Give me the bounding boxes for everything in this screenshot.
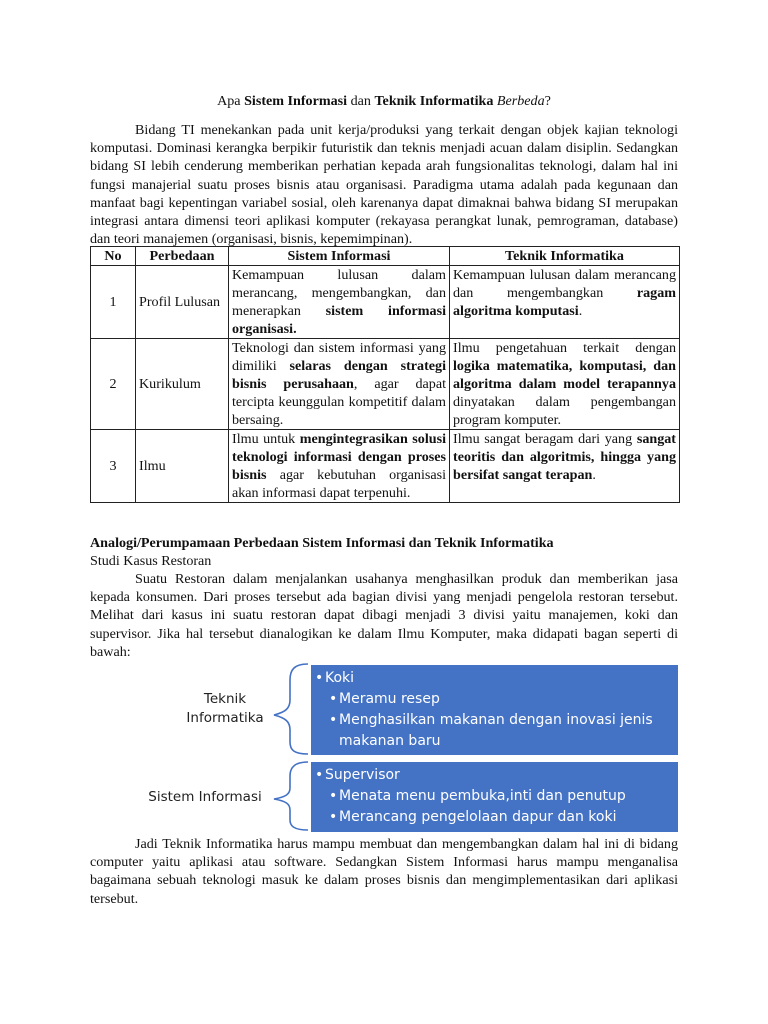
list-item-text: Merancang pengelolaan dapur dan koki (339, 809, 617, 825)
comparison-table (90, 246, 680, 503)
list-item (315, 807, 674, 828)
ti-text-bold: ragam algoritma komputasi (453, 285, 676, 319)
title-mid: dan (347, 93, 375, 109)
list-item (315, 710, 674, 752)
document-title (0, 92, 768, 110)
box-title: Koki (325, 670, 355, 686)
ti-text-tail: . (578, 303, 583, 319)
row-number: 2 (91, 339, 136, 430)
si-text-bold: mengintegrasikan solusi teknologi informasi dengan proses bisnis (232, 431, 446, 483)
koki-box (311, 665, 678, 755)
table-row (91, 266, 680, 339)
bullet-icon: • (329, 809, 338, 825)
box-title: Supervisor (325, 767, 400, 783)
header-si: Sistem Informasi (229, 247, 450, 266)
ti-label-line2: Informatika (186, 710, 264, 726)
si-brace (274, 762, 308, 830)
ti-diagram-label (170, 690, 280, 728)
box-title-row (315, 765, 674, 786)
row-si-cell (229, 430, 450, 503)
header-ti: Teknik Informatika (450, 247, 680, 266)
ti-text: Ilmu pengetahuan terkait dengan (453, 340, 676, 356)
row-ti-cell (450, 266, 680, 339)
si-text-bold: selaras dengan strategi bisnis perusahaan (232, 358, 446, 392)
supervisor-box (311, 762, 678, 832)
case-study-paragraph: Suatu Restoran dalam menjalankan usahanya menghasilkan produk dan memberikan jasa kepada konsumen. Dari proses tersebut ada bagian divisi yang menjadi pengelola restoran tersebut. Melihat dari kasus ini suatu restoran dapat dibagi menjadi 3 divisi yaitu manajemen, koki dan supervisor. Jika hal tersebut dianalogikan ke dalam Ilmu Komputer, maka didapati bagan seperti di bawah: (90, 571, 678, 660)
ti-text: Ilmu sangat beragam dari yang (453, 431, 637, 447)
list-item-text: Menghasilkan makanan dengan inovasi jenis makanan baru (339, 712, 653, 749)
brace-connectors (270, 660, 312, 835)
bullet-icon: • (329, 788, 338, 804)
ti-text: Kemampuan lulusan dalam merancang dan mengembangkan (453, 267, 676, 301)
si-diagram-label: Sistem Informasi (148, 789, 262, 805)
header-no: No (91, 247, 136, 266)
ti-text-bold: logika matematika, komputasi, dan algoritma dalam model terapannya (453, 358, 676, 392)
bullet-icon: • (315, 670, 324, 686)
row-number: 1 (91, 266, 136, 339)
row-ti-cell (450, 339, 680, 430)
row-number: 3 (91, 430, 136, 503)
table-header-row (91, 247, 680, 266)
row-ti-cell (450, 430, 680, 503)
row-si-cell (229, 266, 450, 339)
title-suffix: ? (544, 93, 551, 109)
section-heading: Analogi/Perumpamaan Perbedaan Sistem Informasi dan Teknik Informatika (90, 535, 554, 551)
section-subheading: Studi Kasus Restoran (90, 553, 212, 569)
row-perbedaan: Kurikulum (136, 339, 229, 430)
si-text-tail: agar kebutuhan organisasi akan informasi dapat terpenuhi. (232, 467, 446, 501)
si-text-bold: sistem informasi organisasi. (232, 303, 446, 337)
bullet-icon: • (329, 691, 338, 707)
row-perbedaan: Ilmu (136, 430, 229, 503)
title-si: Sistem Informasi (244, 93, 348, 109)
box-title-row (315, 668, 674, 689)
table-row (91, 430, 680, 503)
si-text: Teknologi dan sistem informasi yang dimiliki (232, 340, 446, 374)
si-text: Ilmu untuk (232, 431, 300, 447)
ti-text-tail: dinyatakan dalam pengembangan program komputer. (453, 394, 676, 428)
list-item-text: Meramu resep (339, 691, 440, 707)
ti-text-tail: . (592, 467, 596, 483)
list-item (315, 786, 674, 807)
row-si-cell (229, 339, 450, 430)
list-item-text: Menata menu pembuka,inti dan penutup (339, 788, 626, 804)
table-row (91, 339, 680, 430)
title-berbeda: Berbeda (496, 93, 545, 109)
bullet-icon: • (329, 712, 338, 728)
list-item (315, 689, 674, 710)
bullet-icon: • (315, 767, 324, 783)
ti-label-line1: Teknik (203, 691, 247, 707)
title-ti: Teknik Informatika (374, 93, 494, 109)
title-prefix: Apa (217, 93, 245, 109)
si-text: Kemampuan lulusan dalam merancang, mengembangkan, dan menerapkan (232, 267, 446, 319)
row-perbedaan: Profil Lulusan (136, 266, 229, 339)
ti-text-bold: sangat teoritis dan algoritmis, hingga yang bersifat sangat terapan (453, 431, 676, 483)
intro-paragraph: Bidang TI menekankan pada unit kerja/produksi yang terkait dengan objek kajian teknologi komputasi. Dominasi kerangka berpikir futuristik dan teknis menjadi acuan dalam disiplin. Sedangkan bidang SI lebih cenderung memberikan perhatian kepada arah fungsionalitas teknologi, dalam hal ini fungsi manajerial suatu proses bisnis atau organisasi. Paradigma utama adalah pada kegunaan dan manfaat bagi kepentingan variabel sosial, oleh karenanya dapat dimaknai bahwa bidang SI merupakan integrasi antara dimensi teori aplikasi komputer (rekayasa perangkat lunak, pemrograman, database) dan teori manajemen (organisasi, bisnis, kepemimpinan). (90, 122, 678, 248)
closing-paragraph: Jadi Teknik Informatika harus mampu membuat dan mengembangkan dalam hal ini di bidang computer yaitu aplikasi atau software. Sedangkan Sistem Informasi harus mampu menganalisa bagaimana sebuah teknologi masuk ke dalam proses bisnis dan mengimplementasikan dari aplikasi tersebut. (90, 836, 678, 907)
header-perbedaan: Perbedaan (136, 247, 229, 266)
si-text-tail: , agar dapat tercipta keunggulan kompetitif dalam bersaing. (232, 376, 447, 428)
